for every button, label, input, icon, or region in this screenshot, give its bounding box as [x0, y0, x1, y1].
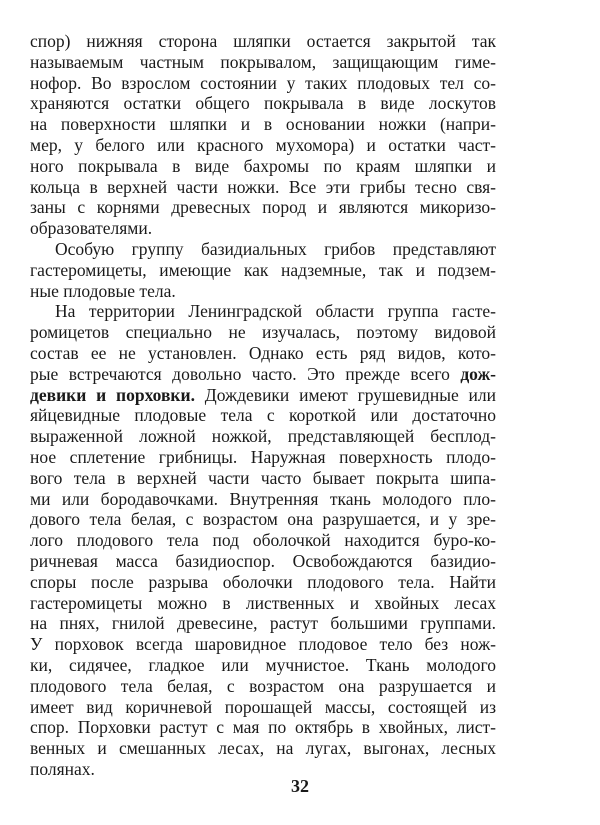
- text-line: [30, 197, 496, 218]
- text-line: [30, 634, 496, 655]
- text-segment: образователями.: [30, 218, 153, 239]
- paragraph: [30, 31, 496, 239]
- text-segment: дового тела белая, с возрастом она разрушается, и у зре-: [30, 509, 496, 530]
- text-line: [30, 260, 496, 281]
- text-line: [30, 93, 496, 114]
- text-segment: мер, у белого или красного мухомора) и остатки част-: [30, 134, 496, 155]
- text-line: [30, 385, 496, 406]
- text-segment: гастеромицеты, имеющие как надземные, так и подзем-: [30, 259, 496, 280]
- bold-term: девики и порховки.: [30, 384, 195, 405]
- text-line: [30, 156, 496, 177]
- text-segment: ми или бородавочками. Внутренняя ткань молодого пло-: [30, 488, 496, 509]
- text-segment: кольца в верхней части ножки. Все эти грибы тесно свя-: [30, 176, 496, 197]
- text-segment: Дождевики имеют грушевидные или: [194, 384, 496, 405]
- text-line: [30, 593, 496, 614]
- text-segment: гастеромицеты можно в лиственных и хвойных лесах: [30, 592, 496, 613]
- text-line: [30, 468, 496, 489]
- text-line: [30, 676, 496, 697]
- text-segment: полянах.: [30, 758, 95, 779]
- text-segment: нофор. Во взрослом состоянии у таких плодовых тел со-: [30, 72, 496, 93]
- text-line: [30, 343, 496, 364]
- text-line: [30, 322, 496, 343]
- text-segment: У порховок всегда шаровидное плодовое тело без нож-: [30, 634, 496, 655]
- text-line: [30, 177, 496, 198]
- paragraph: [30, 301, 496, 779]
- text-line: [30, 738, 496, 759]
- text-segment: ные плодовые тела.: [30, 280, 176, 301]
- text-line: [30, 135, 496, 156]
- paragraph: [30, 239, 496, 301]
- text-segment: споры после разрыва оболочки плодового тела. Найти: [30, 571, 496, 592]
- text-line: [30, 530, 496, 551]
- text-line: [30, 509, 496, 530]
- text-line: [30, 613, 496, 634]
- bold-term: дож-: [460, 363, 496, 384]
- text-line: [30, 31, 496, 52]
- text-segment: На территории Ленинградской области группа гасте-: [55, 301, 496, 322]
- text-segment: состав ее не установлен. Однако есть ряд видов, кото-: [30, 342, 496, 363]
- text-segment: Особую группу базидиальных грибов представляют: [55, 238, 496, 259]
- text-line: [30, 572, 496, 593]
- text-line: [30, 697, 496, 718]
- text-line: [30, 52, 496, 73]
- text-segment: на поверхности шляпки и в основании ножки (напри-: [30, 114, 496, 135]
- text-segment: ки, сидячее, гладкое или мучнистое. Ткань молодого: [30, 654, 496, 675]
- text-line: [30, 218, 496, 239]
- text-line: [30, 281, 496, 302]
- text-line: [30, 655, 496, 676]
- text-segment: ричневая масса базидиоспор. Освобождаются базидио-: [30, 550, 496, 571]
- text-line: [30, 426, 496, 447]
- text-line: [30, 489, 496, 510]
- text-segment: ного покрывала в виде бахромы по краям шляпки и: [30, 155, 496, 176]
- text-segment: спор) нижняя сторона шляпки остается закрытой так: [30, 31, 496, 51]
- text-segment: ромицетов специально не изучалась, поэтому видовой: [30, 322, 496, 343]
- page-body: [30, 31, 496, 780]
- text-segment: вого тела в верхней части часто бывает покрыта шипа-: [30, 467, 496, 488]
- text-segment: имеет вид коричневой порошащей массы, состоящей из: [30, 696, 496, 717]
- text-line: [30, 114, 496, 135]
- text-segment: плодового тела белая, с возрастом она разрушается и: [30, 675, 496, 696]
- text-segment: на пнях, гнилой древесине, растут большими группами.: [30, 613, 496, 634]
- text-segment: называемым частным покрывалом, защищающим гиме-: [30, 51, 496, 72]
- text-line: [30, 717, 496, 738]
- text-segment: ное сплетение грибницы. Наружная поверхность плодо-: [30, 446, 496, 467]
- text-segment: спор. Порховки растут с мая по октябрь в хвойных, лист-: [30, 717, 496, 738]
- text-line: [30, 73, 496, 94]
- text-segment: рые встречаются довольно часто. Это прежде всего: [30, 363, 461, 384]
- text-segment: храняются остатки общего покрывала в виде лоскутов: [30, 93, 496, 114]
- text-segment: венных и смешанных лесах, на лугах, выгонах, лесных: [30, 738, 496, 759]
- text-segment: яйцевидные плодовые тела с короткой или достаточно: [30, 405, 496, 426]
- text-segment: заны с корнями древесных пород и являются микоризо-: [30, 197, 496, 218]
- text-line: [30, 364, 496, 385]
- text-line: [30, 447, 496, 468]
- text-line: [30, 551, 496, 572]
- text-segment: выраженной ложной ножкой, представляющей бесплод-: [30, 426, 496, 447]
- text-line: [30, 301, 496, 322]
- text-line: [30, 239, 496, 260]
- text-line: [30, 405, 496, 426]
- text-segment: лого плодового тела под оболочкой находится буро-ко-: [30, 530, 496, 551]
- page-number: 32: [291, 776, 309, 796]
